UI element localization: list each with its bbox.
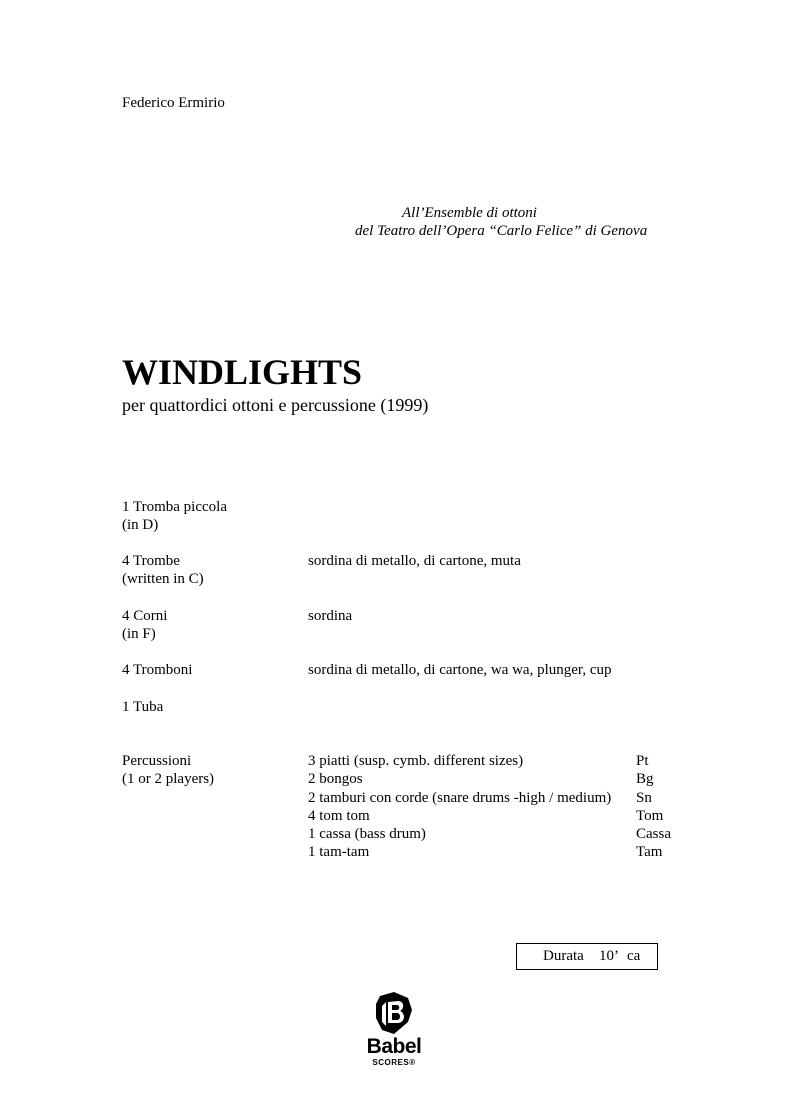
instrument-notes: sordina di metallo, di cartone, muta xyxy=(308,553,521,569)
percussion-abbr: Sn xyxy=(636,790,652,806)
duration-box xyxy=(516,943,658,970)
instrument-detail: (in D) xyxy=(122,517,159,533)
percussion-abbr: Cassa xyxy=(636,826,671,842)
duration-label: Durata xyxy=(543,948,584,964)
percussion-abbr: Bg xyxy=(636,771,654,787)
percussion-item: 1 cassa (bass drum) xyxy=(308,826,426,842)
dedication-line-2: del Teatro dell’Opera “Carlo Felice” di Genova xyxy=(355,223,648,239)
percussion-item: 3 piatti (susp. cymb. different sizes) xyxy=(308,753,524,769)
percussion-item: 2 bongos xyxy=(308,771,363,787)
logo-wordmark: Babel xyxy=(366,1035,422,1058)
percussion-abbr: Tam xyxy=(636,844,663,860)
duration-suffix: ca xyxy=(627,948,641,964)
dedication-line-1: All’Ensemble di ottoni xyxy=(402,205,537,221)
page-title: WINDLIGHTS xyxy=(122,352,363,392)
instrument-notes: sordina di metallo, di cartone, wa wa, plunger, cup xyxy=(308,662,612,678)
instrument-detail: (in F) xyxy=(122,626,156,642)
instrument-name: 4 Tromboni xyxy=(122,662,193,678)
babel-logo-icon xyxy=(374,992,414,1036)
percussion-abbr: Tom xyxy=(636,808,664,824)
composer-name: Federico Ermirio xyxy=(122,95,225,111)
percussion-detail: (1 or 2 players) xyxy=(122,771,215,787)
instrument-notes: sordina xyxy=(308,608,353,624)
instrument-name: 4 Corni xyxy=(122,608,168,624)
percussion-abbr: Pt xyxy=(636,753,649,769)
logo-subtext: SCORES® xyxy=(372,1058,416,1067)
instrument-name: 1 Tuba xyxy=(122,699,164,715)
percussion-item: 1 tam-tam xyxy=(308,844,370,860)
instrument-name: 1 Tromba piccola xyxy=(122,499,227,515)
babel-scores-logo xyxy=(358,990,430,1072)
page-subtitle: per quattordici ottoni e percussione (1999) xyxy=(122,395,429,415)
duration-value: 10’ xyxy=(599,948,619,964)
percussion-item: 2 tamburi con corde (snare drums -high / medium) xyxy=(308,790,612,806)
instrument-detail: (written in C) xyxy=(122,571,204,587)
instrument-name: 4 Trombe xyxy=(122,553,180,569)
percussion-item: 4 tom tom xyxy=(308,808,370,824)
percussion-name: Percussioni xyxy=(122,753,192,769)
